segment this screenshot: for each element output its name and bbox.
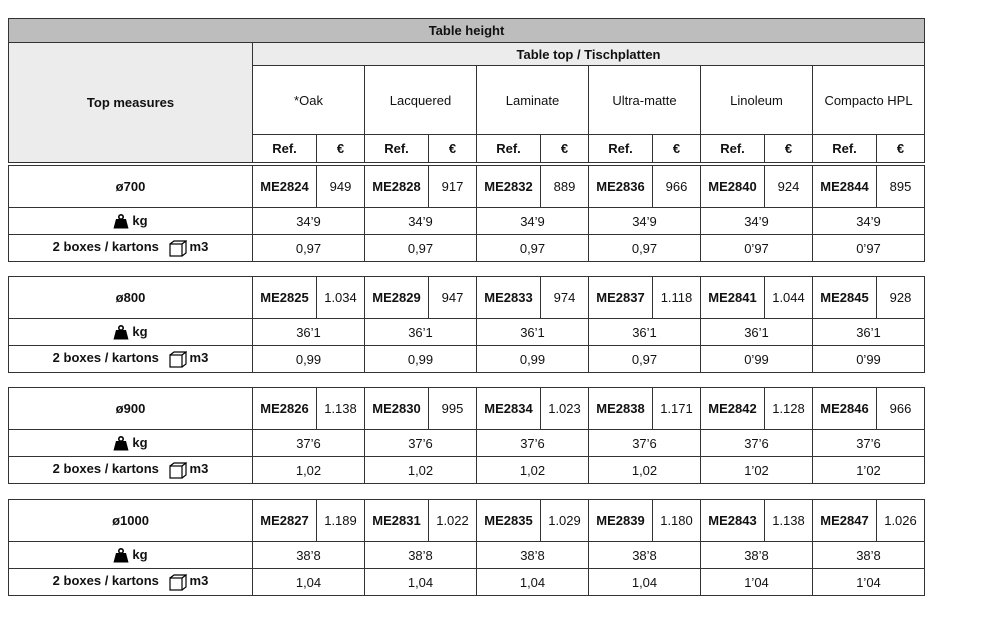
table-top-header: Table top / Tischplatten xyxy=(253,43,925,66)
box-icon xyxy=(169,240,187,257)
boxes-text: 2 boxes / kartons xyxy=(52,239,159,255)
ref-header: Ref. xyxy=(589,135,653,163)
ref-cell: ME2843 xyxy=(701,500,765,542)
price-cell: 1.044 xyxy=(765,277,813,319)
price-cell: 1.022 xyxy=(429,500,477,542)
weight-cell: 36’1 xyxy=(477,319,589,346)
ref-header: Ref. xyxy=(477,135,541,163)
volume-cell: 1,02 xyxy=(589,457,701,484)
price-cell: 1.180 xyxy=(653,500,701,542)
volume-cell: 0,97 xyxy=(477,235,589,262)
m3-unit: m3 xyxy=(189,573,209,589)
box-icon xyxy=(169,351,187,368)
material-header: *Oak xyxy=(253,66,365,135)
price-cell: 1.138 xyxy=(765,500,813,542)
weight-icon xyxy=(113,214,129,229)
weight-cell: 34’9 xyxy=(365,208,477,235)
m3-unit: m3 xyxy=(189,461,209,477)
volume-cell: 1’04 xyxy=(813,569,925,596)
kg-unit: kg xyxy=(132,434,148,450)
boxes-text: 2 boxes / kartons xyxy=(52,573,159,589)
ref-header: Ref. xyxy=(701,135,765,163)
ref-cell: ME2831 xyxy=(365,500,429,542)
price-cell: 1.189 xyxy=(317,500,365,542)
header-table xyxy=(8,18,925,163)
ref-header: Ref. xyxy=(365,135,429,163)
weight-cell: 37’6 xyxy=(813,430,925,457)
material-header: Ultra-matte xyxy=(589,66,701,135)
size-group-table xyxy=(8,499,925,596)
size-group-table xyxy=(8,387,925,484)
m3-unit: m3 xyxy=(189,239,209,255)
price-cell: 1.138 xyxy=(317,388,365,430)
weight-cell: 37’6 xyxy=(589,430,701,457)
ref-cell: ME2847 xyxy=(813,500,877,542)
price-cell: 889 xyxy=(541,166,589,208)
ref-cell: ME2833 xyxy=(477,277,541,319)
ref-cell: ME2846 xyxy=(813,388,877,430)
weight-cell: 34’9 xyxy=(701,208,813,235)
price-cell: 917 xyxy=(429,166,477,208)
volume-cell: 0,99 xyxy=(477,346,589,373)
size-label: ø800 xyxy=(9,277,253,319)
price-cell: 1.034 xyxy=(317,277,365,319)
price-header: € xyxy=(653,135,701,163)
boxes-text: 2 boxes / kartons xyxy=(52,350,159,366)
weight-cell: 38’8 xyxy=(813,542,925,569)
weight-cell: 37’6 xyxy=(365,430,477,457)
weight-cell: 38’8 xyxy=(365,542,477,569)
price-cell: 928 xyxy=(877,277,925,319)
price-cell: 947 xyxy=(429,277,477,319)
volume-cell: 0,99 xyxy=(253,346,365,373)
m3-unit: m3 xyxy=(189,350,209,366)
weight-cell: 36’1 xyxy=(813,319,925,346)
weight-icon xyxy=(113,548,129,563)
ref-header: Ref. xyxy=(253,135,317,163)
price-header: € xyxy=(429,135,477,163)
weight-cell: 36’1 xyxy=(365,319,477,346)
ref-cell: ME2844 xyxy=(813,166,877,208)
weight-cell: 34’9 xyxy=(477,208,589,235)
volume-cell: 0’99 xyxy=(813,346,925,373)
ref-cell: ME2825 xyxy=(253,277,317,319)
ref-cell: ME2842 xyxy=(701,388,765,430)
ref-cell: ME2832 xyxy=(477,166,541,208)
price-header: € xyxy=(765,135,813,163)
ref-header: Ref. xyxy=(813,135,877,163)
price-header: € xyxy=(541,135,589,163)
weight-cell: 34’9 xyxy=(589,208,701,235)
ref-cell: ME2824 xyxy=(253,166,317,208)
volume-cell: 0’99 xyxy=(701,346,813,373)
kg-unit: kg xyxy=(132,212,148,228)
weight-cell: 36’1 xyxy=(589,319,701,346)
volume-cell: 1,04 xyxy=(477,569,589,596)
weight-label xyxy=(9,208,253,235)
weight-cell: 34’9 xyxy=(253,208,365,235)
price-cell: 966 xyxy=(877,388,925,430)
ref-cell: ME2837 xyxy=(589,277,653,319)
weight-cell: 36’1 xyxy=(253,319,365,346)
price-cell: 995 xyxy=(429,388,477,430)
ref-cell: ME2826 xyxy=(253,388,317,430)
ref-cell: ME2835 xyxy=(477,500,541,542)
volume-cell: 1’02 xyxy=(701,457,813,484)
volume-cell: 1,04 xyxy=(253,569,365,596)
price-cell: 1.128 xyxy=(765,388,813,430)
volume-cell: 1’04 xyxy=(701,569,813,596)
weight-cell: 37’6 xyxy=(253,430,365,457)
weight-cell: 38’8 xyxy=(477,542,589,569)
boxes-label xyxy=(9,235,253,262)
ref-cell: ME2845 xyxy=(813,277,877,319)
price-cell: 974 xyxy=(541,277,589,319)
weight-cell: 38’8 xyxy=(589,542,701,569)
size-label: ø900 xyxy=(9,388,253,430)
volume-cell: 0,97 xyxy=(253,235,365,262)
material-header: Linoleum xyxy=(701,66,813,135)
volume-cell: 1,04 xyxy=(589,569,701,596)
volume-cell: 0,97 xyxy=(365,235,477,262)
price-header: € xyxy=(317,135,365,163)
ref-cell: ME2829 xyxy=(365,277,429,319)
weight-cell: 38’8 xyxy=(701,542,813,569)
ref-cell: ME2834 xyxy=(477,388,541,430)
price-cell: 966 xyxy=(653,166,701,208)
ref-cell: ME2836 xyxy=(589,166,653,208)
boxes-text: 2 boxes / kartons xyxy=(52,461,159,477)
price-cell: 924 xyxy=(765,166,813,208)
price-cell: 1.023 xyxy=(541,388,589,430)
price-header: € xyxy=(877,135,925,163)
volume-cell: 1,02 xyxy=(253,457,365,484)
weight-cell: 36’1 xyxy=(701,319,813,346)
weight-icon xyxy=(113,436,129,451)
material-header: Compacto HPL xyxy=(813,66,925,135)
weight-cell: 37’6 xyxy=(477,430,589,457)
price-cell: 895 xyxy=(877,166,925,208)
kg-unit: kg xyxy=(132,546,148,562)
material-header: Laminate xyxy=(477,66,589,135)
ref-cell: ME2828 xyxy=(365,166,429,208)
box-icon xyxy=(169,574,187,591)
boxes-label xyxy=(9,457,253,484)
box-icon xyxy=(169,462,187,479)
weight-cell: 34’9 xyxy=(813,208,925,235)
price-cell: 1.029 xyxy=(541,500,589,542)
weight-label xyxy=(9,542,253,569)
volume-cell: 1,02 xyxy=(477,457,589,484)
weight-icon xyxy=(113,325,129,340)
ref-cell: ME2841 xyxy=(701,277,765,319)
weight-label xyxy=(9,319,253,346)
volume-cell: 0,97 xyxy=(589,235,701,262)
price-cell: 1.026 xyxy=(877,500,925,542)
volume-cell: 1’02 xyxy=(813,457,925,484)
size-label: ø1000 xyxy=(9,500,253,542)
weight-cell: 37’6 xyxy=(701,430,813,457)
ref-cell: ME2838 xyxy=(589,388,653,430)
ref-cell: ME2830 xyxy=(365,388,429,430)
volume-cell: 1,02 xyxy=(365,457,477,484)
weight-cell: 38’8 xyxy=(253,542,365,569)
ref-cell: ME2839 xyxy=(589,500,653,542)
size-group-table xyxy=(8,276,925,373)
size-group-table xyxy=(8,165,925,262)
boxes-label xyxy=(9,346,253,373)
top-measures-header: Top measures xyxy=(9,43,253,163)
kg-unit: kg xyxy=(132,323,148,339)
volume-cell: 0,99 xyxy=(365,346,477,373)
boxes-label xyxy=(9,569,253,596)
volume-cell: 0’97 xyxy=(813,235,925,262)
table-height-title: Table height xyxy=(9,19,925,43)
price-cell: 949 xyxy=(317,166,365,208)
volume-cell: 0’97 xyxy=(701,235,813,262)
price-cell: 1.118 xyxy=(653,277,701,319)
ref-cell: ME2840 xyxy=(701,166,765,208)
ref-cell: ME2827 xyxy=(253,500,317,542)
size-label: ø700 xyxy=(9,166,253,208)
material-header: Lacquered xyxy=(365,66,477,135)
price-cell: 1.171 xyxy=(653,388,701,430)
volume-cell: 0,97 xyxy=(589,346,701,373)
volume-cell: 1,04 xyxy=(365,569,477,596)
weight-label xyxy=(9,430,253,457)
